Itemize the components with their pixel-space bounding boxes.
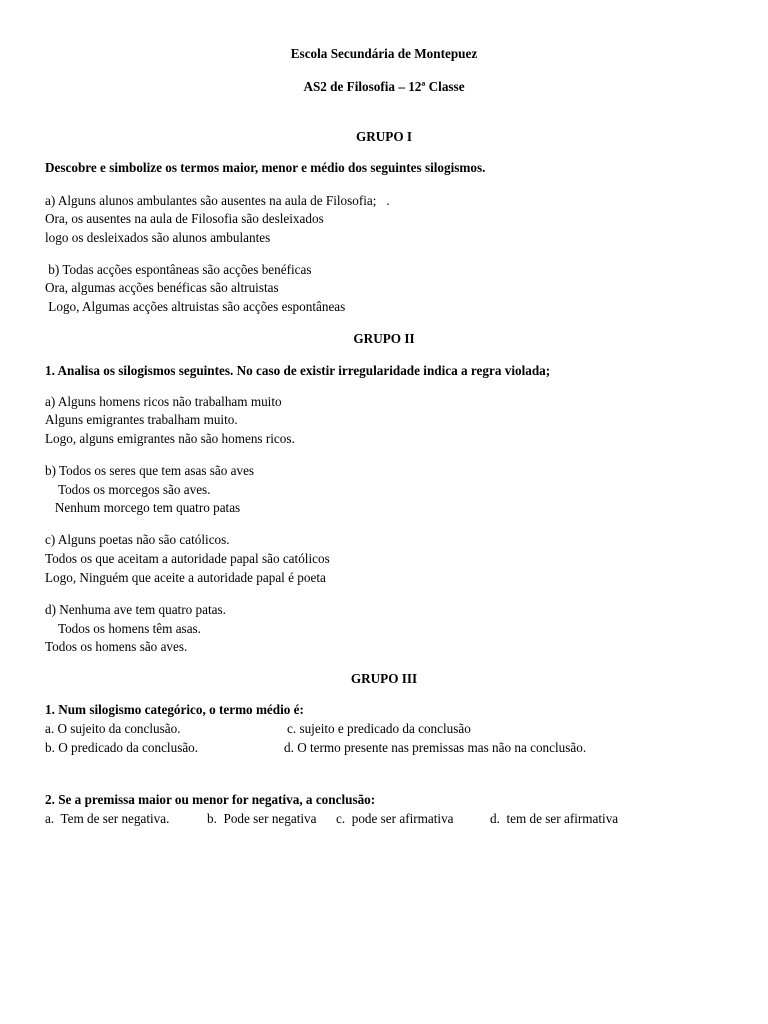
grupo1-a-line1: a) Alguns alunos ambulantes são ausentes na aula de Filosofia; . [45, 193, 390, 208]
grupo3-q1-option-c: c. sujeito e predicado da conclusão [287, 721, 471, 736]
grupo3-q2-question: 2. Se a premissa maior ou menor for negativa, a conclusão: [45, 792, 376, 807]
grupo2-d-line2: Todos os homens têm asas. [45, 621, 201, 636]
grupo3-title: GRUPO III [350, 671, 418, 686]
grupo1-a-line3: logo os desleixados são alunos ambulantes [45, 230, 271, 245]
grupo2-b-line2: Todos os morcegos são aves. [45, 482, 211, 497]
grupo3-q2-option-d: d. tem de ser afirmativa [490, 811, 619, 826]
school-name: Escola Secundária de Montepuez [290, 46, 478, 61]
grupo3-q1-question: 1. Num silogismo categórico, o termo médio é: [45, 702, 304, 717]
grupo3-q1-option-a: a. O sujeito da conclusão. [45, 721, 181, 736]
grupo3-q2-option-c: c. pode ser afirmativa [336, 811, 454, 826]
grupo2-d-line1: d) Nenhuma ave tem quatro patas. [45, 602, 226, 617]
grupo2-b-line1: b) Todos os seres que tem asas são aves [45, 463, 255, 478]
grupo2-a-line1: a) Alguns homens ricos não trabalham muito [45, 394, 282, 409]
grupo3-q1-option-b: b. O predicado da conclusão. [45, 740, 199, 755]
subject-title: AS2 de Filosofia – 12ª Classe [303, 79, 465, 94]
grupo2-a-line2: Alguns emigrantes trabalham muito. [45, 412, 238, 427]
grupo1-b-line1: b) Todas acções espontâneas são acções benéficas [45, 262, 312, 277]
grupo2-title: GRUPO II [353, 331, 415, 346]
grupo2-c-line1: c) Alguns poetas não são católicos. [45, 532, 230, 547]
grupo2-instruction: 1. Analisa os silogismos seguintes. No caso de existir irregularidade indica a regra violada; [45, 363, 551, 378]
grupo2-b-line3: Nenhum morcego tem quatro patas [45, 500, 241, 515]
grupo3-q2-option-a: a. Tem de ser negativa. [45, 811, 170, 826]
grupo2-d-line3: Todos os homens são aves. [45, 639, 188, 654]
grupo1-title: GRUPO I [355, 129, 413, 144]
grupo1-b-line2: Ora, algumas acções benéficas são altruistas [45, 280, 279, 295]
grupo3-q1-option-d: d. O termo presente nas premissas mas não na conclusão. [284, 740, 587, 755]
grupo2-c-line2: Todos os que aceitam a autoridade papal são católicos [45, 551, 330, 566]
grupo2-a-line3: Logo, alguns emigrantes não são homens ricos. [45, 431, 295, 446]
grupo1-instruction: Descobre e simbolize os termos maior, menor e médio dos seguintes silogismos. [45, 160, 486, 175]
grupo1-b-line3: Logo, Algumas acções altruistas são acções espontâneas [45, 299, 346, 314]
grupo1-a-line2: Ora, os ausentes na aula de Filosofia são desleixados [45, 211, 324, 226]
grupo3-q2-option-b: b. Pode ser negativa [207, 811, 317, 826]
grupo2-c-line3: Logo, Ninguém que aceite a autoridade papal é poeta [45, 570, 326, 585]
